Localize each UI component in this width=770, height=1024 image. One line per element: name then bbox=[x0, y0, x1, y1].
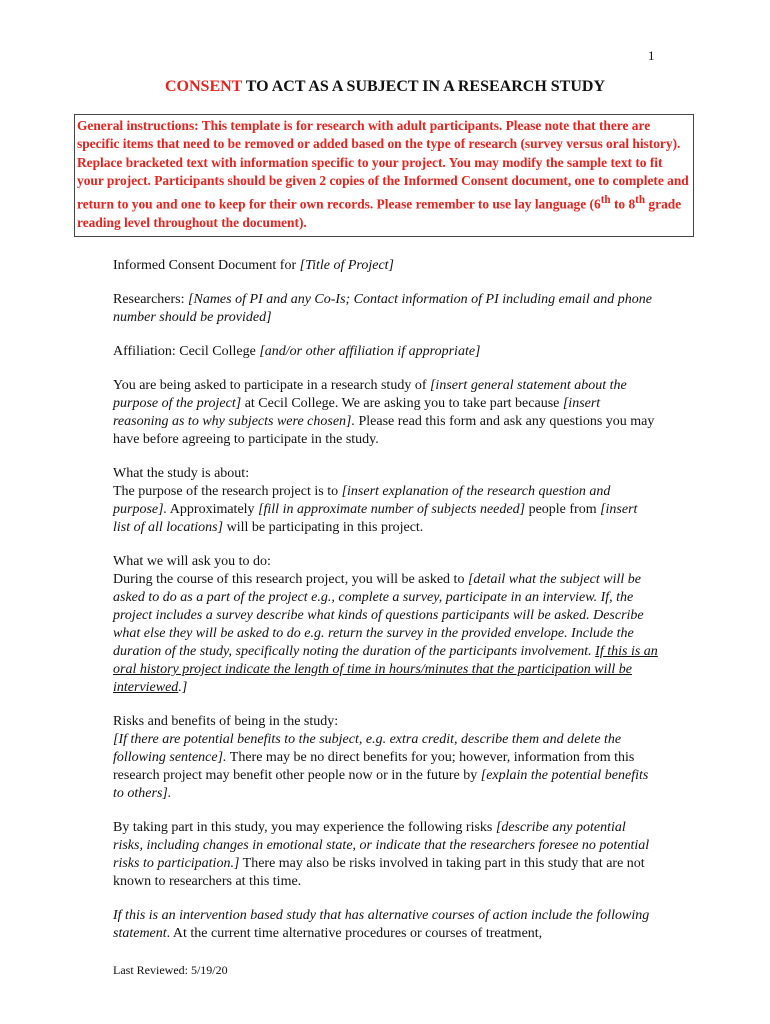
p6-a: During the course of this research project, you will be asked to bbox=[113, 572, 468, 587]
p5-d: [fill in approximate number of subjects needed] bbox=[258, 502, 526, 517]
p2-text: Researchers: bbox=[113, 292, 189, 307]
study-about-section bbox=[113, 465, 658, 537]
p5-a: The purpose of the research project is to bbox=[113, 484, 342, 499]
affiliation-line bbox=[113, 343, 658, 361]
p6-c-underlined: If this is an oral history project indicate the length of time in hours/minutes that the participation will be interviewed bbox=[113, 644, 658, 695]
document-title bbox=[0, 78, 770, 96]
p6-b: [detail what the subject will be asked to do as a part of the project e.g., complete a survey, participate in an interview. If, the project includes a survey describe what kinds of questions participants will be asked. Describe what else they will be asked to do e.g. return the survey in the provided envelope. Include the duration of the study, specifically noting the duration of the participants involvement. bbox=[113, 572, 644, 659]
p7-a: [If there are potential benefits to the subject, e.g. extra credit, describe them and delete the following sentence]. bbox=[113, 732, 622, 765]
title-consent-word: CONSENT bbox=[164, 78, 243, 95]
title-rest: TO ACT AS A SUBJECT IN A RESEARCH STUDY bbox=[242, 78, 605, 95]
page-number: 1 bbox=[648, 48, 655, 63]
intervention-paragraph bbox=[113, 907, 658, 943]
p4-c: at Cecil College. We are asking you to take part because bbox=[241, 396, 563, 411]
instructions-text-mid: to 8 bbox=[610, 196, 636, 212]
instructions-text: General instructions: This template is for research with adult participants. Please note that there are specific items that need to be removed or added based on the type of research (survey versus oral history). Replace bracketed text with information specific to your project. You may modify the sample text to fit your project. Participants should be given 2 copies of the Informed Consent document, one to complete and return to you and one to keep for their own records. Please remember to use lay language (6 bbox=[77, 118, 689, 212]
p2-placeholder: [Names of PI and any Co-Is; Contact information of PI including email and phone number should be provided] bbox=[113, 292, 652, 325]
p4-b: [insert general statement about the purpose of the project] bbox=[113, 378, 627, 411]
p4-a: You are being asked to participate in a research study of bbox=[113, 378, 430, 393]
risks-benefits-heading: Risks and benefits of being in the study: bbox=[113, 714, 339, 729]
general-instructions-box bbox=[74, 114, 694, 237]
p1-placeholder: [Title of Project] bbox=[299, 258, 394, 273]
p4-d: [insert reasoning as to why subjects were chosen]. bbox=[113, 396, 601, 429]
p5-f: [insert list of all locations] bbox=[113, 502, 638, 535]
p5-c: Approximately bbox=[167, 502, 259, 517]
what-we-ask-heading: What we will ask you to do: bbox=[113, 554, 271, 569]
p8-b: [describe any potential risks, including changes in emotional state, or indicate that the researchers foresee no potential risks to participation.] bbox=[113, 820, 650, 871]
p5-e: people from bbox=[525, 502, 601, 517]
risks-benefits-section bbox=[113, 713, 658, 803]
p8-a: By taking part in this study, you may experience the following risks bbox=[113, 820, 496, 835]
what-we-ask-section bbox=[113, 553, 658, 697]
p9-a: If this is an intervention based study that has alternative courses of action include the following statement bbox=[113, 908, 650, 941]
p4-e: Please read this form and ask any questions you may have before agreeing to participate in the study. bbox=[113, 414, 655, 447]
p5-b: [insert explanation of the research question and purpose]. bbox=[113, 484, 611, 517]
document-body bbox=[113, 257, 658, 959]
study-about-heading: What the study is about: bbox=[113, 466, 250, 481]
risks-paragraph bbox=[113, 819, 658, 891]
p6-d: .] bbox=[178, 680, 188, 695]
p8-c: There may also be risks involved in taking part in this study that are not known to researchers at this time. bbox=[113, 856, 645, 889]
p5-g: will be participating in this project. bbox=[223, 520, 424, 535]
p3-text: Affiliation: Cecil College bbox=[113, 344, 260, 359]
p7-c: [explain the potential benefits to others]. bbox=[113, 768, 649, 801]
last-reviewed-footer: Last Reviewed: 5/19/20 bbox=[113, 963, 228, 977]
p9-b: . At the current time alternative procedures or courses of treatment, bbox=[166, 926, 543, 941]
instructions-sup-2: th bbox=[635, 193, 646, 206]
researchers-line bbox=[113, 291, 658, 327]
p1-text: Informed Consent Document for bbox=[113, 258, 300, 273]
p7-b: There may be no direct benefits for you; however, information from this research project may benefit other people now or in the future by bbox=[113, 750, 635, 783]
instructions-sup-1: th bbox=[600, 193, 611, 206]
intro-paragraph bbox=[113, 377, 658, 449]
instructions-text-end: grade reading level throughout the document). bbox=[77, 196, 682, 230]
title-of-project-line bbox=[113, 257, 658, 275]
p3-placeholder: [and/or other affiliation if appropriate] bbox=[259, 344, 481, 359]
